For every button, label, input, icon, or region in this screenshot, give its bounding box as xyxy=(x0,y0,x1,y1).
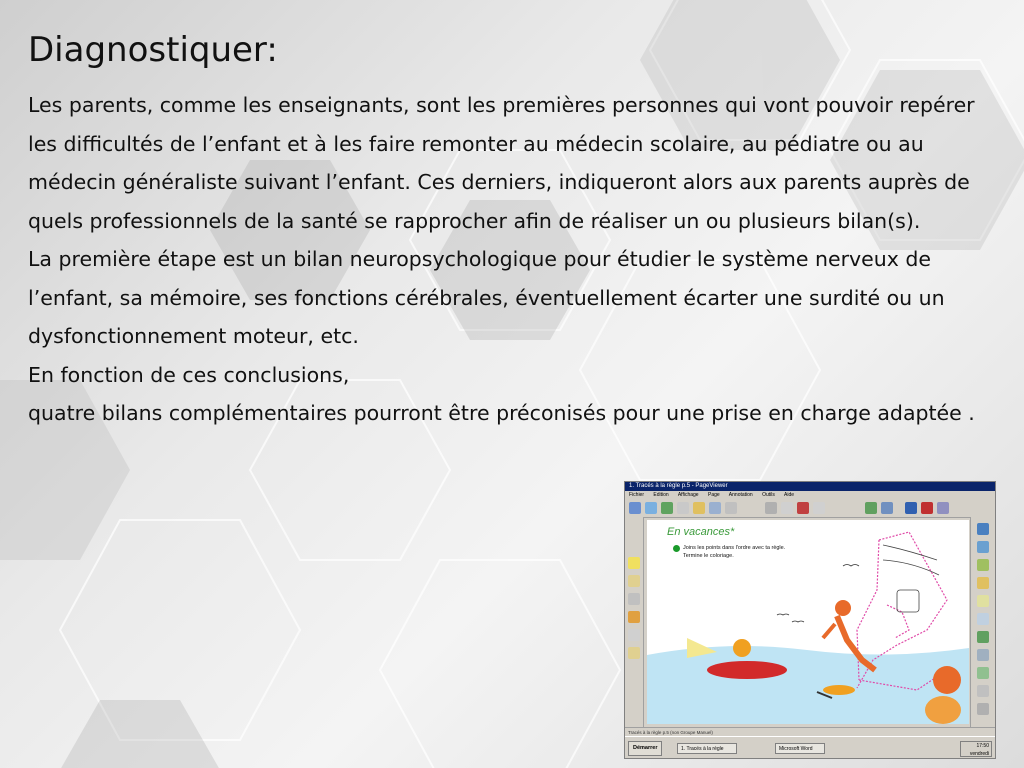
print-icon[interactable] xyxy=(661,502,673,514)
sail-lines xyxy=(883,545,939,612)
settings-icon[interactable] xyxy=(937,502,949,514)
window-titlebar: 1. Tracés à la règle p.5 - PageViewer xyxy=(625,482,995,491)
cut-icon[interactable] xyxy=(765,502,777,514)
tool-icon[interactable] xyxy=(977,523,989,535)
paragraph-4: quatre bilans complémentaires pourront être préconisés pour une prise en charge adaptée . xyxy=(28,401,975,425)
system-tray xyxy=(960,741,992,757)
open-icon[interactable] xyxy=(629,502,641,514)
tool-icon[interactable] xyxy=(977,631,989,643)
instruction-line: Joins les points dans l'ordre avec ta règle. xyxy=(683,545,786,551)
undo-icon[interactable] xyxy=(797,502,809,514)
disk-icon[interactable] xyxy=(905,502,917,514)
document-page xyxy=(647,520,969,724)
zoom-icon[interactable] xyxy=(709,502,721,514)
paragraph-3: En fonction de ces conclusions, xyxy=(28,362,350,387)
page-icon[interactable] xyxy=(725,502,737,514)
sea-illustration xyxy=(647,646,969,724)
save-icon[interactable] xyxy=(645,502,657,514)
copy-icon[interactable] xyxy=(677,502,689,514)
tool-icon[interactable] xyxy=(977,577,989,589)
instruction-line: Termine le coloriage. xyxy=(683,553,734,559)
pen-icon[interactable] xyxy=(881,502,893,514)
tool-icon[interactable] xyxy=(977,667,989,679)
clock-time: 17:50 xyxy=(976,743,989,749)
menu-item[interactable]: Fichier xyxy=(629,492,645,498)
tool-icon[interactable] xyxy=(977,685,989,697)
highlighter-icon[interactable] xyxy=(628,557,640,569)
tool-icon[interactable] xyxy=(977,703,989,715)
window-toolbar xyxy=(625,499,995,518)
document-icon[interactable] xyxy=(781,502,793,514)
note-icon[interactable] xyxy=(628,647,640,659)
marker-icon[interactable] xyxy=(865,502,877,514)
page-illustration xyxy=(647,520,969,724)
left-toolbar xyxy=(625,517,644,727)
menu-item[interactable]: Affichage xyxy=(677,492,699,498)
select-icon[interactable] xyxy=(628,593,640,605)
slide-body xyxy=(28,86,988,433)
menu-item[interactable]: Page xyxy=(707,492,720,498)
paste-icon[interactable] xyxy=(693,502,705,514)
taskbar-item[interactable]: Microsoft Word xyxy=(775,743,825,754)
page-heading: En vacances* xyxy=(667,526,735,538)
tool-icon[interactable] xyxy=(977,649,989,661)
menu-item[interactable]: Annotation xyxy=(728,492,753,498)
redo-icon[interactable] xyxy=(813,502,825,514)
tool-icon[interactable] xyxy=(977,541,989,553)
status-bar: Tracés à la règle p.5 (non Groupe Manuel) xyxy=(625,727,995,736)
taskbar xyxy=(625,736,995,759)
slide-title: Diagnostiquer: xyxy=(28,30,278,70)
paragraph-1: Les parents, comme les enseignants, sont les premières personnes qui vont pouvoir repérer les difficultés de l’enfant et à les faire remonter au médecin scolaire, au pédiatre ou au médecin généraliste suivant l’enfant. Ces derniers, indiqueront alors aux parents auprès de quels professionnels de la santé se rapprocher afin de réaliser un ou plusieurs bilan(s). xyxy=(28,93,975,233)
tool-icon[interactable] xyxy=(977,613,989,625)
embedded-screenshot xyxy=(624,481,996,759)
right-toolbar xyxy=(970,517,995,727)
tool-icon[interactable] xyxy=(977,595,989,607)
menu-item[interactable]: Aide xyxy=(784,492,795,498)
window-menubar xyxy=(625,491,995,499)
start-button[interactable]: Démarrer xyxy=(628,741,662,756)
menu-item[interactable]: Edition xyxy=(653,492,669,498)
menu-item[interactable]: Outils xyxy=(762,492,775,498)
taskbar-item[interactable]: 1. Tracés à la règle xyxy=(677,743,737,754)
eraser-icon[interactable] xyxy=(628,629,640,641)
paragraph-2: La première étape est un bilan neuropsychologique pour étudier le système nerveux de l’enfant, sa mémoire, ses fonctions cérébrales, éventuellement écarter une surdité ou un dysfonctionnement moteur, etc. xyxy=(28,247,945,348)
pencil-icon[interactable] xyxy=(628,611,640,623)
delete-icon[interactable] xyxy=(921,502,933,514)
clock-day: vendredi xyxy=(969,751,989,757)
tool-icon[interactable] xyxy=(977,559,989,571)
text-icon[interactable] xyxy=(628,575,640,587)
